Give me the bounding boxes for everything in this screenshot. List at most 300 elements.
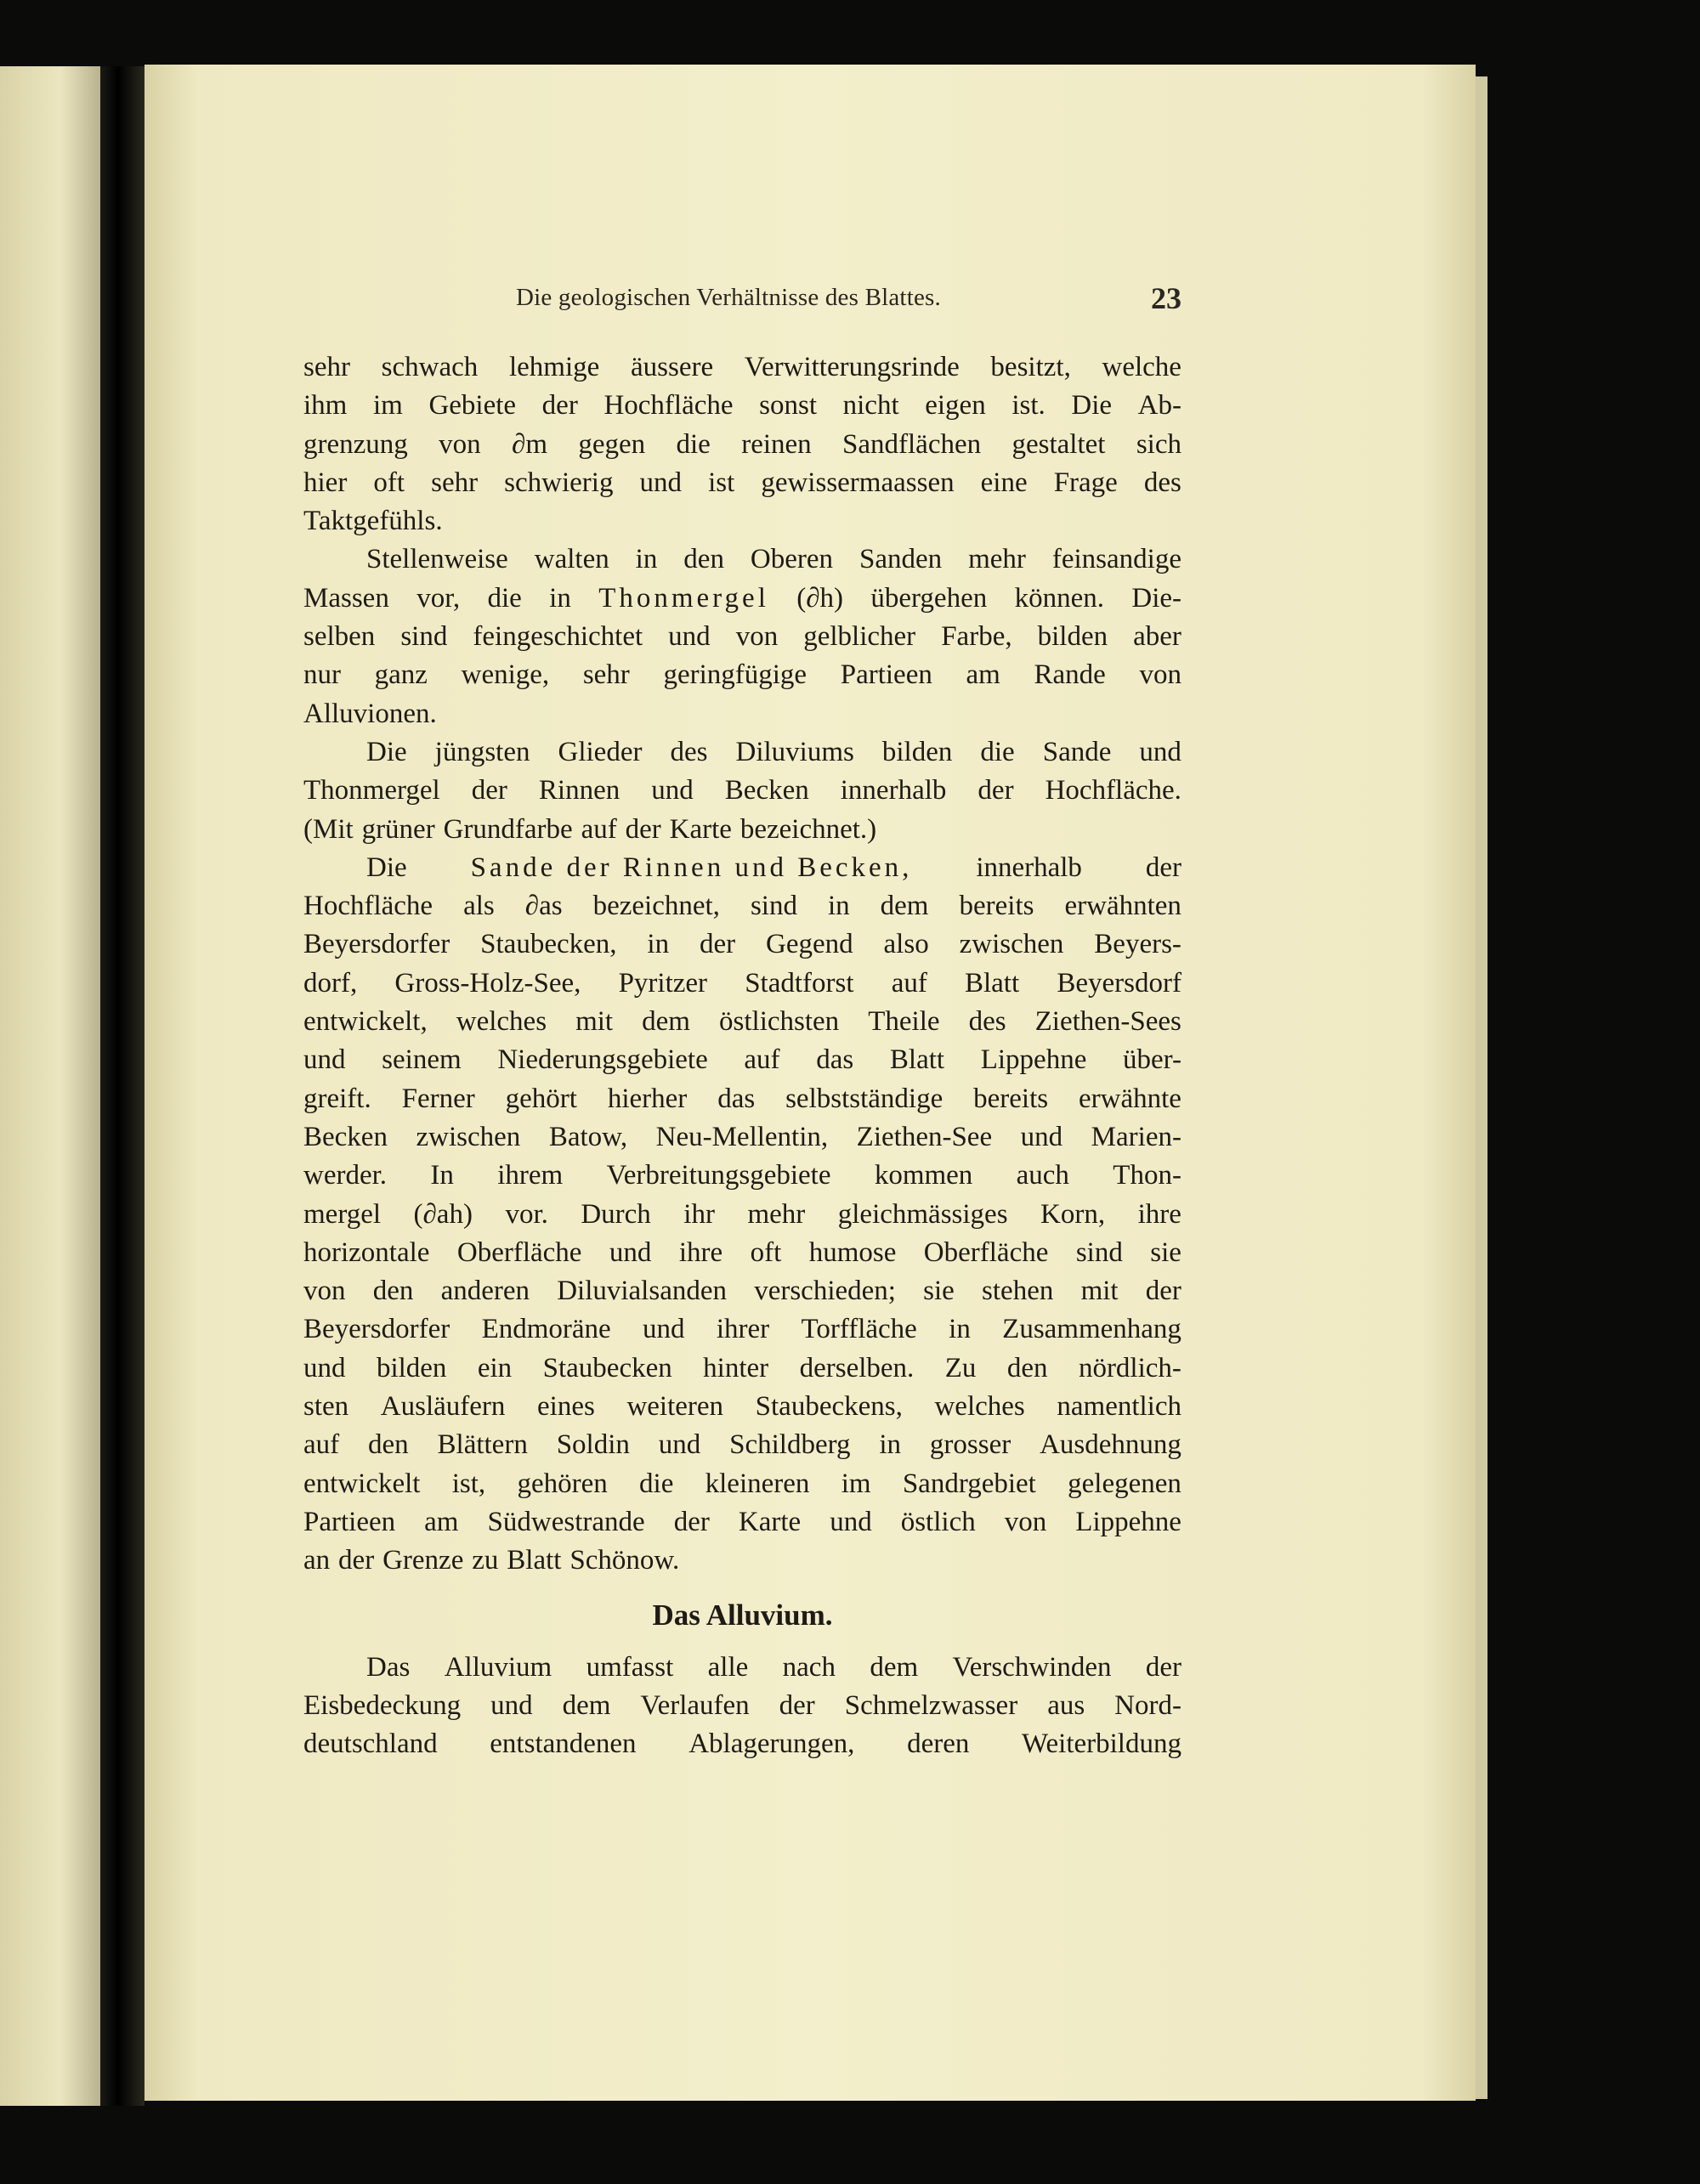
word: und [303, 1044, 346, 1076]
word: Sande [1042, 736, 1112, 767]
word: hier [303, 467, 348, 498]
word: Partieen [303, 1506, 396, 1537]
word: humose [808, 1236, 897, 1268]
word: dem [870, 1651, 919, 1683]
word: feinsandige [1051, 544, 1182, 575]
word: kleineren [705, 1468, 810, 1499]
word: ist, [451, 1468, 486, 1499]
word: Gross-Holz-See, [394, 967, 581, 999]
word: die [980, 736, 1015, 767]
word: Farbe, [941, 621, 1012, 653]
word: der [1145, 1276, 1182, 1307]
word: Ziethen-Sees [1034, 1006, 1182, 1038]
word: also [883, 929, 929, 960]
word: weiteren [626, 1391, 724, 1423]
word: Alluvionen. [303, 698, 437, 729]
word: von [303, 1276, 346, 1307]
word: dem [562, 1689, 611, 1721]
page-body [303, 348, 1182, 1763]
word: innerhalb [976, 852, 1082, 883]
word: und [609, 1236, 652, 1268]
word: alle [707, 1651, 749, 1683]
word: Becken [724, 775, 809, 806]
word: ihre [1137, 1198, 1182, 1230]
word: Neu-Mellentin, [655, 1121, 829, 1152]
word: ganz [374, 659, 428, 691]
word: Beyersdorfer [303, 929, 450, 960]
word: nicht [842, 390, 899, 422]
word: der [471, 775, 507, 806]
word: der [699, 929, 736, 960]
word: Karte [738, 1506, 802, 1537]
word: Massen [303, 582, 389, 614]
word: Blatt [964, 967, 1020, 999]
word: grenzung [303, 428, 408, 460]
word: welches [934, 1391, 1025, 1423]
word: welches [456, 1006, 547, 1038]
word: und [668, 621, 711, 653]
word: sehr [431, 467, 479, 498]
text-line [303, 426, 1182, 464]
word: des [1143, 467, 1182, 498]
word: am [424, 1506, 459, 1537]
word: Glieder [558, 736, 643, 767]
word: der [625, 813, 661, 845]
word: Weiterbildung [1022, 1729, 1182, 1760]
word: geringfügige [663, 659, 808, 691]
word: Soldin [556, 1429, 630, 1461]
word: Die- [1131, 582, 1182, 614]
word: der [541, 390, 578, 422]
word: am [966, 659, 1000, 691]
word: Stellenweise [366, 544, 508, 575]
word: mit [1080, 1276, 1119, 1307]
previous-page-edge [0, 66, 100, 2106]
word: Die [366, 736, 407, 767]
word: der [978, 775, 1014, 806]
word: Diluvialsanden [557, 1276, 727, 1307]
word: auch [1016, 1160, 1069, 1191]
word: sehr [582, 659, 630, 691]
word: selben [303, 621, 376, 653]
word: lehmige [508, 352, 600, 382]
word: nördlich- [1078, 1352, 1182, 1383]
word: Südwestrande [487, 1506, 645, 1537]
word: sind [750, 891, 797, 922]
word: Oberfläche [923, 1236, 1049, 1268]
word: gewissermaassen [761, 467, 955, 498]
word: östlichsten [719, 1006, 840, 1038]
word: in [949, 1314, 971, 1345]
text-line [303, 849, 1182, 887]
text-line [303, 733, 1182, 772]
paragraph [303, 733, 1182, 849]
word: können. [1014, 582, 1104, 614]
word: bilden [1037, 621, 1108, 653]
word: Alluvium [444, 1651, 552, 1683]
word: Staubeckens, [755, 1391, 903, 1423]
word: deren [907, 1729, 970, 1760]
word: Ab- [1137, 390, 1182, 422]
page-number: 23 [1151, 281, 1182, 315]
word: Grenze [382, 1545, 464, 1576]
page-edge [1476, 76, 1488, 2099]
text-line [303, 887, 1182, 925]
word: auf [891, 967, 927, 999]
word: (∂ah) [413, 1198, 473, 1230]
word: Beyers- [1094, 929, 1182, 960]
word: Die [366, 852, 407, 883]
text-line [303, 387, 1182, 425]
word: entwickelt, [303, 1006, 428, 1038]
word: die [487, 582, 522, 614]
word: Ferner [401, 1083, 475, 1114]
word: zwischen [959, 929, 1064, 960]
word: auf [581, 813, 617, 845]
word: aber [1133, 621, 1182, 653]
word: Diluviums [735, 736, 854, 767]
word: Die [1071, 390, 1113, 422]
word: Karte [669, 813, 732, 845]
word: gegen [578, 428, 646, 460]
word: von [1139, 659, 1182, 691]
word: (∂h) [796, 582, 844, 614]
word: walten [534, 544, 609, 575]
word: und [643, 1314, 685, 1345]
text-line [303, 1118, 1182, 1157]
word: deutschland [303, 1729, 438, 1760]
word: gleichmässiges [837, 1198, 1008, 1230]
word: ∂as [524, 891, 563, 922]
word: Sandflächen [842, 428, 982, 460]
word: Thon- [1113, 1160, 1182, 1191]
word: Staubecken, [480, 929, 617, 960]
word: die [676, 428, 711, 460]
text-line [303, 772, 1182, 810]
word: von [1004, 1506, 1047, 1537]
word: Stadtforst [745, 967, 854, 999]
word: erwähnten [1064, 891, 1182, 922]
text-line [303, 580, 1182, 618]
word: im [372, 390, 403, 422]
word: in [647, 929, 670, 960]
word: ist. [1012, 390, 1046, 422]
word: sind [400, 621, 448, 653]
text-line [303, 1349, 1182, 1388]
word: dem [642, 1006, 690, 1038]
word: eigen [925, 390, 986, 422]
word: derselben. [799, 1352, 915, 1383]
word: grosser [929, 1429, 1012, 1461]
word: Niederungsgebiete [497, 1044, 708, 1076]
word: und [1139, 736, 1182, 767]
text-line [303, 1310, 1182, 1349]
text-line [303, 1234, 1182, 1272]
word: Ablagerungen, [688, 1729, 855, 1760]
word: über- [1123, 1044, 1182, 1076]
word: Staubecken [542, 1352, 672, 1383]
word: den [372, 1276, 414, 1307]
word: Schönow. [570, 1545, 680, 1576]
word: und [830, 1506, 872, 1537]
word: Korn, [1040, 1198, 1106, 1230]
word: ihr [683, 1198, 715, 1230]
word: Ziethen-See [856, 1121, 993, 1152]
word: Grundfarbe [443, 813, 573, 845]
word: werder. [303, 1160, 388, 1191]
word: entwickelt [303, 1468, 421, 1499]
word: der [779, 1689, 815, 1721]
word: Schildberg [729, 1429, 851, 1461]
word: vor. [505, 1198, 548, 1230]
text-line [303, 965, 1182, 1003]
word: bilden [881, 736, 953, 767]
word: vor, [416, 582, 461, 614]
word: bilden [376, 1352, 447, 1383]
word: Gebiete [428, 390, 517, 422]
word: Verschwinden [952, 1651, 1112, 1683]
word: Rinnen [538, 775, 620, 806]
word: reinen [741, 428, 812, 460]
word: östlich [900, 1506, 976, 1537]
word: gehören [517, 1468, 608, 1499]
word: aus [1047, 1689, 1085, 1721]
word: namentlich [1057, 1391, 1182, 1423]
text-line [303, 540, 1182, 579]
word: Torffläche [801, 1314, 917, 1345]
word: nach [782, 1651, 836, 1683]
word: Eisbedeckung [303, 1689, 462, 1721]
word: Verbreitungsgebiete [606, 1160, 831, 1191]
text-line [303, 1196, 1182, 1234]
word: (Mit [303, 813, 354, 845]
word: auf [303, 1429, 340, 1461]
text-line [303, 1503, 1182, 1542]
word: horizontale [303, 1236, 430, 1268]
text-line [303, 1687, 1182, 1725]
word: Oberen [750, 544, 834, 575]
word: sehr [303, 352, 350, 382]
word: Pyritzer [618, 967, 708, 999]
word: Hochfläche [604, 390, 734, 422]
word: Hochfläche [303, 891, 434, 922]
word: im [841, 1468, 871, 1499]
word: und [303, 1352, 346, 1383]
text-line [303, 1465, 1182, 1503]
text-line [303, 502, 1182, 540]
word: Marien- [1091, 1121, 1182, 1152]
paragraph [303, 348, 1182, 540]
text-line [303, 1041, 1182, 1079]
word: schwach [381, 352, 479, 382]
word: hierher [607, 1083, 688, 1114]
word: sten [303, 1391, 349, 1423]
word: Ausläufern [380, 1391, 506, 1423]
word: Partieen [840, 659, 932, 691]
word: wenige, [461, 659, 550, 691]
word: sich [1136, 428, 1182, 460]
word: und [490, 1689, 533, 1721]
text-line [303, 1426, 1182, 1464]
word: äussere [630, 352, 714, 382]
word: Zusammenhang [1002, 1314, 1182, 1345]
word: Beyersdorfer [303, 1314, 450, 1345]
word: ∂m [512, 428, 547, 460]
word: oft [373, 467, 405, 498]
word: Lippehne [980, 1044, 1087, 1076]
word: Sandrgebiet [902, 1468, 1036, 1499]
paragraph [303, 849, 1182, 1581]
word: ihrer [716, 1314, 770, 1345]
text-line [303, 1272, 1182, 1310]
word: Blatt [507, 1545, 562, 1576]
text-line [303, 1080, 1182, 1118]
text-line [303, 1725, 1182, 1763]
word: feingeschichtet [473, 621, 643, 653]
word: verschieden; [754, 1276, 896, 1307]
word: oft [750, 1236, 782, 1268]
word: stehen [982, 1276, 1054, 1307]
text-line [303, 348, 1182, 387]
word: der [1145, 852, 1182, 883]
word: eine [980, 467, 1028, 498]
word: Becken [303, 1121, 388, 1152]
word: Lippehne [1075, 1506, 1182, 1537]
word: ihre [678, 1236, 723, 1268]
paragraph [303, 1649, 1182, 1764]
word: von [439, 428, 481, 460]
text-line [303, 695, 1182, 733]
word: Rande [1034, 659, 1106, 691]
word: sind [1075, 1236, 1123, 1268]
word: gehört [505, 1083, 577, 1114]
word: in [879, 1429, 902, 1461]
running-title: Die geologischen Verhältnisse des Blattes. [516, 284, 941, 311]
word: und [639, 467, 683, 498]
word: jüngsten [434, 736, 530, 767]
word: gelblicher [803, 621, 916, 653]
word: besitzt, [990, 352, 1071, 382]
word: übergehen [870, 582, 988, 614]
word: sie [923, 1276, 955, 1307]
word: schwierig [504, 467, 614, 498]
word: mehr [968, 544, 1026, 575]
word: anderen [440, 1276, 530, 1307]
word: sonst [759, 390, 817, 422]
word: in [549, 582, 571, 614]
word: in [827, 891, 850, 922]
word: Ausdehnung [1040, 1429, 1182, 1461]
word: und [1020, 1121, 1063, 1152]
word: eines [537, 1391, 595, 1423]
word: Thonmergel [303, 775, 440, 806]
word: den [1006, 1352, 1048, 1383]
word: Blatt [889, 1044, 945, 1076]
word: den [683, 544, 724, 575]
word: ist [708, 467, 735, 498]
word: des [968, 1006, 1006, 1038]
word: auf [744, 1044, 780, 1076]
word: bezeichnet, [592, 891, 720, 922]
word: Oberfläche [456, 1236, 582, 1268]
word: Schmelzwasser [844, 1689, 1018, 1721]
word: umfasst [586, 1651, 674, 1683]
word: den [368, 1429, 409, 1461]
spaced-emphasis: Thonmergel [598, 582, 769, 614]
word: Beyersdorf [1057, 967, 1182, 999]
word: Blättern [437, 1429, 528, 1461]
word: entstandenen [490, 1729, 637, 1760]
word: mit [575, 1006, 614, 1038]
word: dorf, [303, 967, 358, 999]
text-line [303, 1649, 1182, 1687]
word: ihrem [497, 1160, 564, 1191]
word: zu [472, 1545, 499, 1576]
word: nur [303, 659, 341, 691]
word: zwischen [416, 1121, 521, 1152]
word: In [430, 1160, 454, 1191]
word: von [735, 621, 779, 653]
word: Theile [868, 1006, 940, 1038]
word: mehr [747, 1198, 806, 1230]
word: des [670, 736, 708, 767]
word: Verwitterungsrinde [744, 352, 960, 382]
section-heading: Das Alluvium. [652, 1598, 833, 1632]
word: greift. [303, 1083, 371, 1114]
word: Nord- [1114, 1689, 1182, 1721]
word: Gegend [766, 929, 853, 960]
word: sie [1150, 1236, 1182, 1268]
word: Zu [944, 1352, 977, 1383]
page-header [303, 280, 1182, 318]
text-line [303, 1157, 1182, 1195]
word: Taktgefühls. [303, 506, 443, 537]
text-line [303, 656, 1182, 694]
text-line [303, 1388, 1182, 1426]
word: innerhalb [840, 775, 947, 806]
text-line [303, 464, 1182, 502]
word: erwähnte [1078, 1083, 1182, 1114]
text-line [303, 1542, 1182, 1580]
word: Sanden [858, 544, 943, 575]
word: bereits [959, 891, 1034, 922]
word: als [463, 891, 495, 922]
spaced-emphasis: Sande der Rinnen und Becken, [470, 852, 913, 883]
word: der [673, 1506, 710, 1537]
word: Frage [1053, 467, 1118, 498]
word: Batow, [548, 1121, 628, 1152]
word: Durch [581, 1198, 651, 1230]
word: gestaltet [1012, 428, 1106, 460]
word: Endmoräne [481, 1314, 611, 1345]
text-line [303, 618, 1182, 656]
word: und [651, 775, 694, 806]
word: grüner [361, 813, 435, 845]
word: die [639, 1468, 674, 1499]
word: an [303, 1545, 331, 1576]
word: bereits [973, 1083, 1049, 1114]
word: mergel [303, 1198, 382, 1230]
word: Verlaufen [640, 1689, 750, 1721]
text-line [303, 811, 1182, 849]
word: seinem [382, 1044, 462, 1076]
word: Das [366, 1651, 411, 1683]
word: und [658, 1429, 701, 1461]
word: hinter [703, 1352, 769, 1383]
text-line [303, 1003, 1182, 1041]
word: ein [477, 1352, 513, 1383]
word: welche [1102, 352, 1182, 382]
